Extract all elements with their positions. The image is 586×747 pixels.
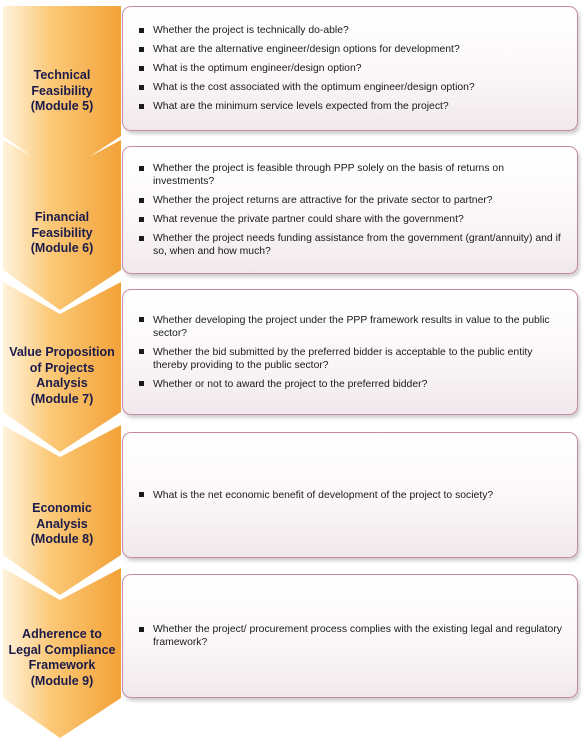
module-name: Technical Feasibility bbox=[31, 68, 93, 98]
module-number: (Module 9) bbox=[30, 673, 94, 688]
module-name: Economic Analysis bbox=[32, 501, 92, 531]
questions-box bbox=[122, 432, 578, 558]
question-list bbox=[123, 314, 577, 391]
question-list bbox=[123, 623, 577, 649]
question-item: Whether the project returns are attractive for the private sector to partner? bbox=[139, 194, 567, 207]
module-label bbox=[6, 210, 118, 257]
question-item: Whether developing the project under the PPP framework results in value to the public sector? bbox=[139, 314, 567, 340]
module-number: (Module 5) bbox=[30, 99, 94, 113]
questions-box bbox=[122, 289, 578, 415]
questions-box bbox=[122, 6, 578, 131]
module-label bbox=[6, 68, 118, 115]
module-label bbox=[6, 345, 118, 407]
module-label bbox=[6, 627, 118, 689]
question-item: What is the net economic benefit of development of the project to society? bbox=[139, 489, 567, 502]
question-item: Whether the project needs funding assistance from the government (grant/annuity) and if so, when and how much? bbox=[139, 232, 567, 258]
module-number: (Module 7) bbox=[30, 391, 94, 406]
question-item: What are the minimum service levels expected from the project? bbox=[139, 100, 567, 113]
questions-box bbox=[122, 574, 578, 698]
question-item: Whether the project is technically do-able? bbox=[139, 24, 567, 37]
question-list bbox=[123, 24, 577, 113]
question-item: Whether or not to award the project to the preferred bidder? bbox=[139, 378, 567, 391]
module-number: (Module 8) bbox=[30, 532, 94, 546]
question-item: Whether the project is feasible through PPP solely on the basis of returns on investments? bbox=[139, 162, 567, 188]
question-item: What is the cost associated with the optimum engineer/design option? bbox=[139, 81, 567, 94]
question-item: What are the alternative engineer/design options for development? bbox=[139, 43, 567, 56]
module-name: Financial Feasibility bbox=[31, 210, 93, 240]
module-label bbox=[6, 501, 118, 548]
question-item: Whether the project/ procurement process complies with the existing legal and regulatory framework? bbox=[139, 623, 567, 649]
module-name: Value Proposition of Projects Analysis bbox=[9, 345, 115, 390]
question-list bbox=[123, 489, 577, 502]
question-item: What is the optimum engineer/design option? bbox=[139, 62, 567, 75]
question-item: Whether the bid submitted by the preferred bidder is acceptable to the public entity thereby providing to the public sector? bbox=[139, 346, 567, 372]
module-name: Adherence to Legal Compliance Framework bbox=[8, 627, 116, 672]
questions-box bbox=[122, 146, 578, 274]
module-number: (Module 6) bbox=[30, 241, 94, 255]
question-list bbox=[123, 162, 577, 258]
question-item: What revenue the private partner could share with the government? bbox=[139, 213, 567, 226]
